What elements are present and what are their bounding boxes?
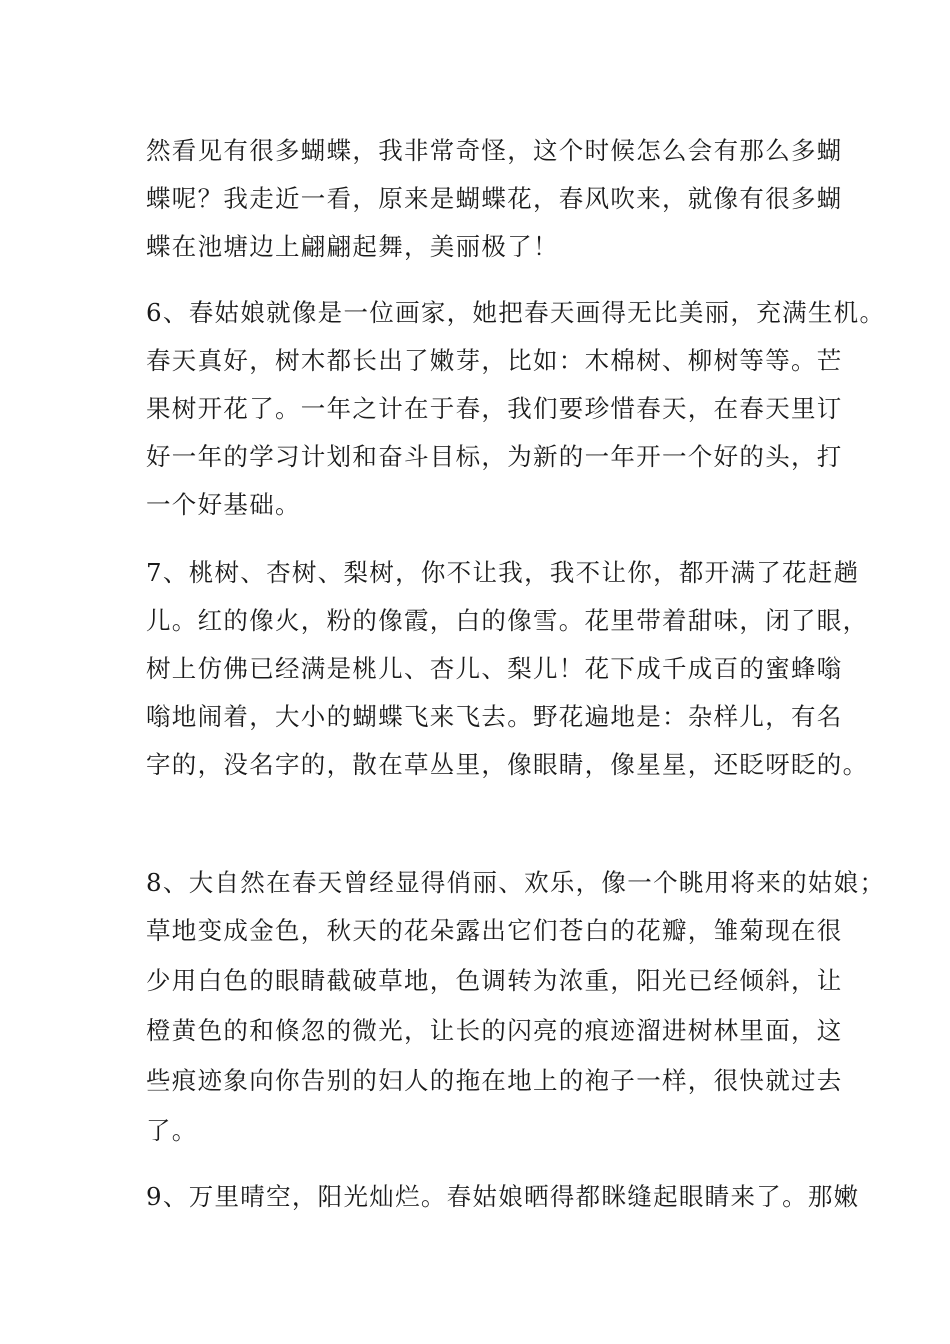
text-line: 草地变成金色，秋天的花朵露出它们苍白的花瓣，雏菊现在很 bbox=[146, 916, 843, 945]
text-line: 蝶在池塘边上翩翩起舞，美丽极了！ bbox=[146, 232, 559, 261]
text-line: 7、桃树、杏树、梨树，你不让我，我不让你，都开满了花赶趟 bbox=[146, 558, 860, 587]
text-line: 少用白色的眼睛截破草地，色调转为浓重，阳光已经倾斜，让 bbox=[146, 966, 843, 995]
text-line: 些痕迹象向你告别的妇人的拖在地上的袍子一样，很快就过去 bbox=[146, 1066, 843, 1095]
text-line: 蝶呢？我走近一看，原来是蝴蝶花，春风吹来，就像有很多蝴 bbox=[146, 184, 843, 213]
text-line: 9、万里晴空，阳光灿烂。春姑娘晒得都眯缝起眼睛来了。那嫩 bbox=[146, 1182, 860, 1211]
text-line: 树上仿佛已经满是桃儿、杏儿、梨儿！花下成千成百的蜜蜂嗡 bbox=[146, 654, 843, 683]
text-line: 果树开花了。一年之计在于春，我们要珍惜春天，在春天里订 bbox=[146, 394, 843, 423]
text-line: 春天真好，树木都长出了嫩芽，比如：木棉树、柳树等等。芒 bbox=[146, 346, 843, 375]
text-line: 了。 bbox=[146, 1116, 198, 1145]
text-line: 然看见有很多蝴蝶，我非常奇怪，这个时候怎么会有那么多蝴 bbox=[146, 136, 843, 165]
text-line: 儿。红的像火，粉的像霞，白的像雪。花里带着甜味，闭了眼， bbox=[146, 606, 869, 635]
text-line: 好一年的学习计划和奋斗目标，为新的一年开一个好的头，打 bbox=[146, 442, 843, 471]
text-line: 橙黄色的和倏忽的微光，让长的闪亮的痕迹溜进树林里面，这 bbox=[146, 1016, 843, 1045]
text-line: 8、大自然在春天曾经显得俏丽、欢乐，像一个眺用将来的姑娘； bbox=[146, 868, 886, 897]
text-line: 嗡地闹着，大小的蝴蝶飞来飞去。野花遍地是：杂样儿，有名 bbox=[146, 702, 843, 731]
text-line: 6、春姑娘就像是一位画家，她把春天画得无比美丽，充满生机。 bbox=[146, 298, 886, 327]
text-line: 一个好基础。 bbox=[146, 490, 301, 519]
text-line: 字的，没名字的，散在草丛里，像眼睛，像星星，还眨呀眨的。 bbox=[146, 750, 869, 779]
